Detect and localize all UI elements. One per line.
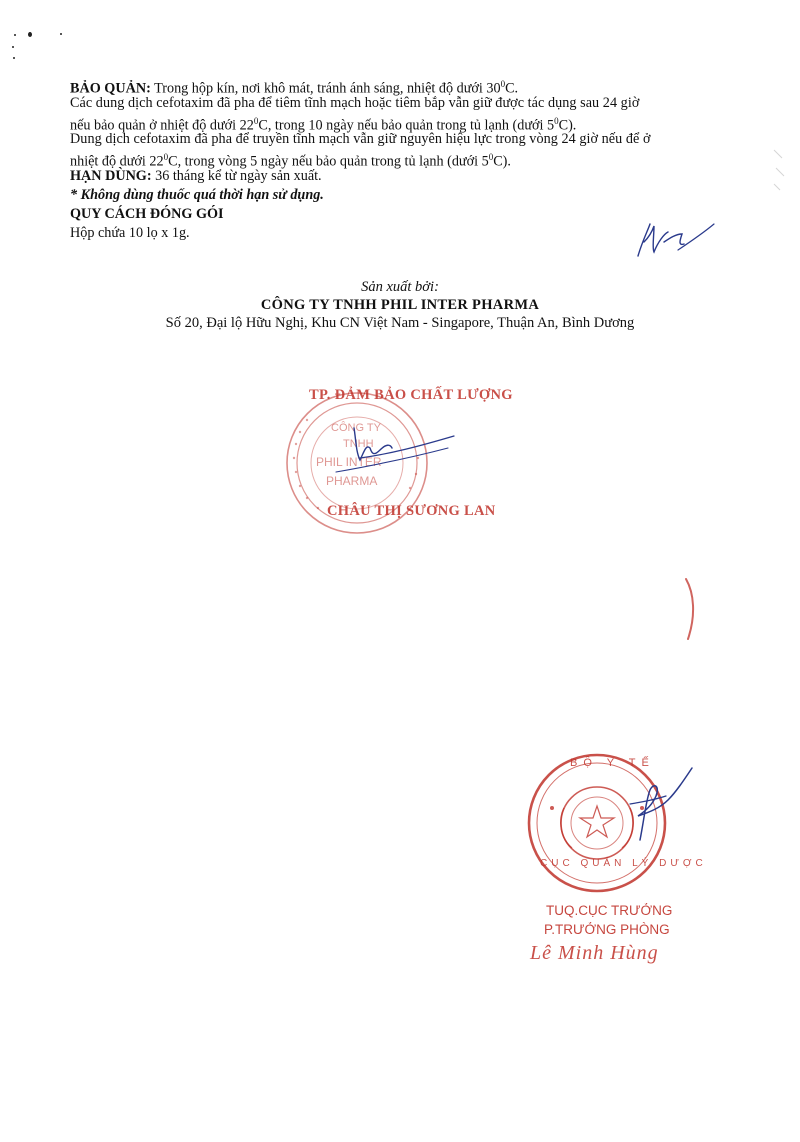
ministry-line-2: P.TRƯỞNG PHÒNG xyxy=(544,922,670,937)
storage-text: nếu bảo quản ở nhiệt độ dưới 22 xyxy=(70,117,254,134)
scan-speck xyxy=(13,57,15,59)
initials-signature xyxy=(630,212,720,262)
qa-seal-line-4: PHARMA xyxy=(326,474,378,488)
scan-speck xyxy=(12,46,14,48)
storage-heading: BẢO QUẢN: xyxy=(70,80,151,97)
ministry-seal-bottom: CỤC QUẢN LÝ DƯỢC xyxy=(540,858,707,869)
qa-stamp-name: CHÂU THỊ SƯƠNG LAN xyxy=(327,503,496,519)
storage-line-4: Dung dịch cefotaxim đã pha để truyền tĩnh mạch vẫn giữ nguyên hiệu lực trong vòng 24 giờ nếu để ở xyxy=(70,131,651,147)
storage-text: nhiệt độ dưới 22 xyxy=(70,153,164,170)
storage-line-2: Các dung dịch cefotaxim đã pha để tiêm tĩnh mạch hoặc tiêm bắp vẫn giữ được tác dụng sau 24 giờ xyxy=(70,95,640,111)
qa-seal-line-3: PHIL INTER xyxy=(316,455,382,469)
expiry-line xyxy=(70,168,322,184)
expiry-text: 36 tháng kể từ ngày sản xuất. xyxy=(151,168,322,184)
ministry-signature xyxy=(620,760,700,850)
storage-line-5 xyxy=(70,149,511,170)
scan-speck xyxy=(60,33,62,35)
qa-stamp-title: TP. ĐẢM BẢO CHẤT LƯỢNG xyxy=(309,387,513,403)
ministry-seal-top: BỘ Y TẾ xyxy=(570,757,655,769)
qa-signature xyxy=(330,414,460,484)
scan-speck xyxy=(14,34,16,36)
expiry-warning: * Không dùng thuốc quá thời hạn sử dụng. xyxy=(70,187,324,203)
edge-stamp-mark xyxy=(682,575,702,645)
manufacturer-label: Sản xuất bởi: xyxy=(361,279,439,295)
scan-speck xyxy=(28,32,32,37)
ministry-signature-name: Lê Minh Hùng xyxy=(530,942,659,964)
degree-sup: 0 xyxy=(163,152,169,162)
degree-sup: 0 xyxy=(253,116,259,126)
storage-text: Trong hộp kín, nơi khô mát, tránh ánh sáng, nhiệt độ dưới 30 xyxy=(150,80,501,97)
manufacturer-address: Số 20, Đại lộ Hữu Nghị, Khu CN Việt Nam - Singapore, Thuận An, Bình Dương xyxy=(165,315,635,331)
degree-sup: 0 xyxy=(500,79,506,89)
manufacturer-name: CÔNG TY TNHH PHIL INTER PHARMA xyxy=(260,297,540,313)
degree-sup: 0 xyxy=(554,116,559,126)
packaging-text: Hộp chứa 10 lọ x 1g. xyxy=(70,225,190,241)
storage-text: C, trong 10 ngày nếu bảo quản trong tủ lạnh (dưới 5 xyxy=(258,117,555,134)
storage-unit: C. xyxy=(505,80,519,97)
qa-seal-line-1: CÔNG TY xyxy=(331,422,381,434)
storage-text: C). xyxy=(493,153,511,170)
storage-text: C, trong vòng 5 ngày nếu bảo quản trong tủ lạnh (dưới 5 xyxy=(168,153,489,170)
scan-edge-marks xyxy=(768,40,798,240)
storage-text: C). xyxy=(558,117,577,134)
storage-line-1 xyxy=(70,76,518,97)
degree-sup: 0 xyxy=(488,152,494,162)
expiry-heading: HẠN DÙNG: xyxy=(70,168,152,184)
ministry-line-1: TUQ.CỤC TRƯỞNG xyxy=(546,903,673,918)
packaging-heading: QUY CÁCH ĐÓNG GÓI xyxy=(70,206,224,222)
qa-seal-line-2: TNHH xyxy=(343,438,374,450)
